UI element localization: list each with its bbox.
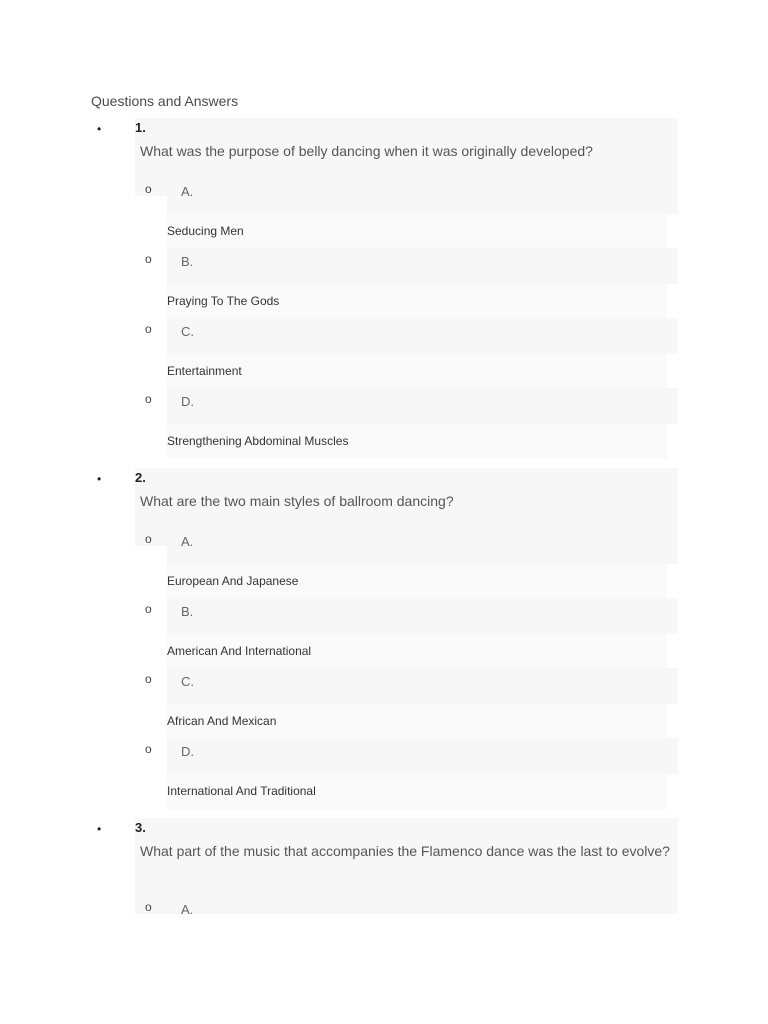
- option-letter-box: [167, 896, 678, 917]
- option-answer-box: [167, 564, 667, 599]
- option-letter-box: [167, 598, 678, 634]
- option-answer: Entertainment: [167, 364, 242, 378]
- option-answer: Praying To The Gods: [167, 294, 280, 308]
- option-letter-box: [167, 388, 678, 424]
- question-bullet: •: [97, 122, 102, 136]
- question-number: 3.: [135, 820, 146, 835]
- option-answer-box: [167, 354, 667, 389]
- option-answer-box: [167, 704, 667, 739]
- option-letter: D.: [181, 394, 194, 409]
- option-letter-box: [167, 318, 678, 354]
- question-number: 2.: [135, 470, 146, 485]
- option-bullet: o: [145, 900, 152, 914]
- option-bullet: o: [145, 252, 152, 266]
- option-bullet: o: [145, 742, 152, 756]
- option-letter: B.: [181, 254, 194, 269]
- question-number: 1.: [135, 120, 146, 135]
- option-answer: Seducing Men: [167, 224, 244, 238]
- option-letter: A.: [181, 534, 194, 549]
- option-letter: C.: [181, 324, 194, 339]
- option-letter: A.: [181, 184, 194, 199]
- option-answer: Strengthening Abdominal Muscles: [167, 434, 349, 448]
- option-answer-box: [167, 424, 667, 459]
- option-answer: European And Japanese: [167, 574, 299, 588]
- option-letter: C.: [181, 674, 194, 689]
- option-letter: A.: [181, 902, 194, 917]
- question-bullet: •: [97, 472, 102, 486]
- option-bullet: o: [145, 322, 152, 336]
- page-title: Questions and Answers: [91, 93, 239, 109]
- option-bullet: o: [145, 182, 152, 196]
- question-3: [97, 818, 679, 918]
- option-letter: B.: [181, 604, 194, 619]
- option-bullet: o: [145, 532, 152, 546]
- option-answer: African And Mexican: [167, 714, 277, 728]
- option-bullet: o: [145, 672, 152, 686]
- question-1: [97, 118, 679, 448]
- question-bullet: •: [97, 822, 102, 836]
- question-2: [97, 468, 679, 798]
- option-answer-box: [167, 634, 667, 669]
- option-answer-box: [167, 214, 667, 249]
- option-letter: D.: [181, 744, 194, 759]
- question-text: What are the two main styles of ballroom dancing?: [140, 493, 454, 509]
- option-answer-box: [167, 284, 667, 319]
- option-answer-box: [167, 774, 667, 809]
- option-letter-box: [167, 528, 678, 564]
- option-letter-box: [167, 248, 678, 284]
- option-letter-box: [167, 668, 678, 704]
- question-text: What part of the music that accompanies the Flamenco dance was the last to evolve?: [140, 843, 670, 859]
- question-text: What was the purpose of belly dancing when it was originally developed?: [140, 143, 593, 159]
- option-bullet: o: [145, 602, 152, 616]
- option-answer: American And International: [167, 644, 312, 658]
- option-letter-box: [167, 178, 678, 214]
- option-answer: International And Traditional: [167, 784, 316, 798]
- option-letter-box: [167, 738, 678, 774]
- option-bullet: o: [145, 392, 152, 406]
